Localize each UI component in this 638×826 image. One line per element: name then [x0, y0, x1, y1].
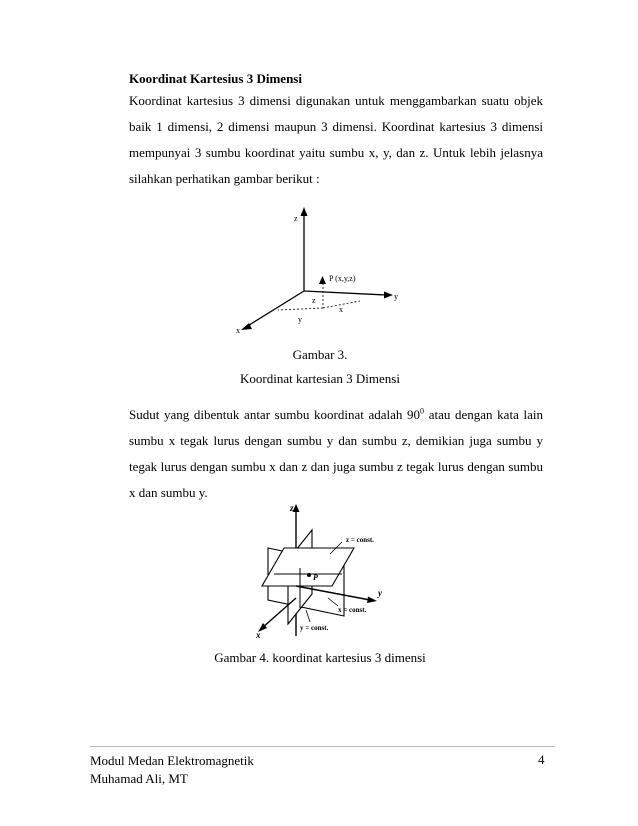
y-axis-arrow — [384, 292, 393, 299]
x-axis-label: x — [236, 326, 240, 335]
section-title: Koordinat Kartesius 3 Dimensi — [129, 71, 302, 86]
z-axis-arrow — [301, 207, 308, 216]
y-axis-arrow — [367, 597, 377, 604]
x-const-label: x = const. — [338, 606, 367, 614]
y-distance-label: y — [298, 315, 302, 324]
footer-module-title: Modul Medan Elektromagnetik — [90, 753, 254, 768]
figure-3-caption-title: Koordinat kartesian 3 Dimensi — [240, 371, 400, 386]
page-number: 4 — [538, 752, 545, 767]
intro-paragraph: Koordinat kartesius 3 dimensi digunakan untuk menggambarkan suatu objek baik 1 dimensi, 2 dimensi maupun 3 dimensi. Koordinat kartesius 3 dimensi mempunyai 3 sumbu koordinat yaitu sumbu x, y, dan z. Untuk lebih jelasnya silahkan perhatikan gambar berikut : — [129, 93, 543, 186]
y-axis-label: y — [378, 588, 382, 598]
point-p-marker — [319, 276, 326, 284]
figure-4-diagram — [250, 498, 400, 638]
figure-3-caption-number: Gambar 3. — [292, 347, 348, 362]
point-p-label: P — [313, 573, 318, 582]
z-height-label: z — [312, 296, 316, 305]
z-axis-arrow — [293, 504, 300, 512]
x-axis-label: x — [256, 630, 261, 638]
x-axis-line — [246, 291, 304, 327]
footer-credits — [90, 752, 254, 788]
footer-divider — [90, 746, 555, 747]
z-const-label: z = const. — [346, 536, 374, 544]
z-axis-label: z — [294, 214, 298, 223]
point-p-dot — [307, 573, 311, 577]
point-label: P (x,y,z) — [329, 274, 356, 283]
paragraph2-start: Sudut yang dibentuk antar sumbu koordinat adalah 90 — [129, 407, 421, 422]
figure-4-caption: Gambar 4. koordinat kartesius 3 dimensi — [214, 650, 426, 665]
paragraph2-end: atau dengan kata lain sumbu x tegak lurus dengan sumbu y dan sumbu z, demikian juga sumbu y tegak lurus dengan sumbu x dan z dan juga sumbu z tegak lurus dengan sumbu x dan sumbu y. — [129, 407, 543, 500]
z-axis-label: z — [290, 503, 294, 513]
dashed-yparallel — [278, 308, 323, 310]
y-axis-label: y — [394, 292, 398, 301]
y-axis-line — [304, 291, 386, 295]
footer-author: Muhamad Ali, MT — [90, 771, 188, 786]
y-const-label: y = const. — [300, 624, 329, 632]
y-const-leader — [306, 610, 310, 622]
perpendicular-paragraph — [129, 402, 543, 506]
degree-superscript: 0 — [420, 406, 425, 416]
x-distance-label: x — [339, 305, 343, 314]
figure-3-diagram — [230, 205, 410, 340]
